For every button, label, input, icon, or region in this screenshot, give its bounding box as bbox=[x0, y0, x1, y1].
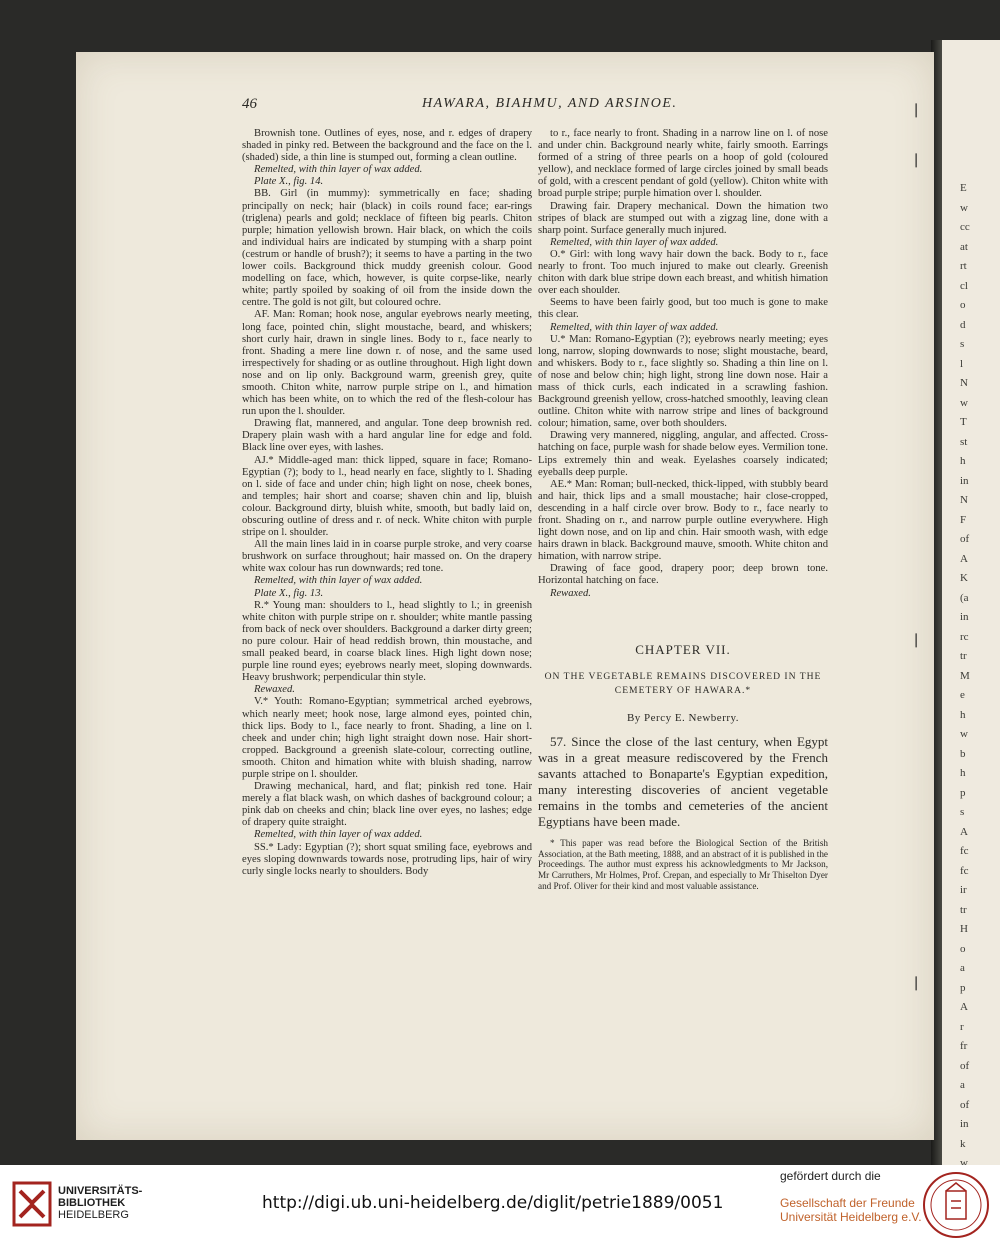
right-column-body bbox=[538, 128, 828, 600]
right-column-paragraph: Drawing very mannered, niggling, angular, and affected. Cross-hatching on face, purple wash for shade below eyes. Vermilion tone. Lips extremely thin and weak. Eyelashes coarsely indicated; eyeballs deep purple. bbox=[538, 430, 828, 478]
facing-page-fragment: ir bbox=[960, 884, 967, 896]
facing-page-fragment: w bbox=[960, 728, 968, 740]
facing-page-fragment: K bbox=[960, 572, 968, 584]
left-column-paragraph: R.* Young man: shoulders to l., head slightly to l.; in greenish white chiton with purple stripe on r. shoulder; white mantle passing from back of neck over shoulders. Background a darker dirty green; no pure colour. Hair of head reddish brown, thin moustache, and small peaked beard, in coarse black lines. High light down nose; purple line round eyes; eyebrows nearly meet, sloping downwards. Heavy brushwork; perpendicular thin style. bbox=[242, 599, 532, 684]
right-column-paragraph: Seems to have been fairly good, but too much is gone to make this clear. bbox=[538, 297, 828, 321]
running-header bbox=[232, 96, 932, 120]
right-column-paragraph: U.* Man: Romano-Egyptian (?); eyebrows nearly meeting; eyes long, narrow, sloping downwards to nose; slight moustache, beard, and whiskers. Body to r., face slightly so. Shading a thin line on l. of nose and below chin; high light, strong line down nose. Hair a mass of thick curls, each indicated in a scrawling fashion. Background greenish yellow, cross-hatched smoothly, leaving clean outline. Chiton white with narrow stripe and lines of background colour; himation, same, over both shoulders. bbox=[538, 333, 828, 430]
library-name bbox=[58, 1185, 142, 1221]
library-name-line1: UNIVERSITÄTS- bbox=[58, 1185, 143, 1197]
facing-page-fragment: h bbox=[960, 708, 966, 721]
facing-page-fragment: rc bbox=[960, 630, 969, 643]
facing-page-fragment: fc bbox=[960, 864, 969, 877]
facing-page-fragment: of bbox=[960, 1059, 970, 1072]
facing-page-fragment: w bbox=[960, 396, 968, 409]
facing-page-fragment: h bbox=[960, 455, 966, 467]
facing-page-fragment: d bbox=[960, 318, 966, 331]
sponsor-label: gefördert durch die bbox=[780, 1169, 881, 1183]
page-number: 46 bbox=[242, 96, 257, 112]
margin-mark: ❘ bbox=[910, 633, 922, 648]
facing-page-fragment: A bbox=[960, 825, 968, 838]
library-logo-icon bbox=[12, 1181, 52, 1227]
facing-page-fragment: rt bbox=[960, 260, 967, 272]
facing-page-fragment: e bbox=[960, 689, 965, 701]
facing-page-fragment: in bbox=[960, 474, 969, 487]
footnote: * This paper was read before the Biological Section of the British Association, at the Bath meeting, 1888, and an abstract of it is published in the Proceedings. The author must express his acknowledgments to Mr Jackson, Mr Carruthers, Mr Holmes, Prof. Crepan, and especially to Mr Thiselton Dyer and Prof. Oliver for their kind and most valuable assistance. bbox=[538, 837, 828, 892]
sponsor-name-line1: Gesellschaft der Freunde bbox=[780, 1196, 915, 1210]
left-column bbox=[242, 128, 532, 878]
facing-page-edge bbox=[942, 40, 1000, 1165]
chapter-subtitle: ON THE VEGETABLE REMAINS DISCOVERED IN THE CEMETERY OF HAWARA.* bbox=[544, 670, 822, 696]
facing-page-fragment: E bbox=[960, 182, 967, 194]
facing-page-fragment: A bbox=[960, 552, 968, 565]
facing-page-fragment: o bbox=[960, 299, 966, 311]
chapter-lead-paragraph: 57. Since the close of the last century, when Egypt was in a great measure rediscovered by the French savants attached to Bonaparte's Egyptian expedition, many interesting discoveries of ancient vegetable remains in the tombs and cemeteries of the ancient Egyptians have been made. bbox=[538, 733, 828, 829]
left-column-paragraph: V.* Youth: Romano-Egyptian; symmetrical arched eyebrows, which nearly meet; hook nose, large almond eyes, pointed chin, thick lips. Body to l., face nearly to front. Shading, a line on l. cheek and under chin; high light straight down nose. Hair short-cropped. Background a greenish slate-colour, correcting outline, smooth. Chiton and himation white with bluish shading, narrow purple stripe on l. shoulder. bbox=[242, 696, 532, 780]
right-column bbox=[538, 128, 828, 892]
facing-page-fragment: st bbox=[960, 435, 968, 448]
facing-page-fragment: F bbox=[960, 513, 967, 526]
facing-page-fragment: w bbox=[960, 1157, 968, 1165]
facing-page-fragment: s bbox=[960, 806, 965, 818]
left-column-paragraph: SS.* Lady: Egyptian (?); short squat smiling face, eyebrows and eyes sloping downwards towards nose, protruding lips, hair of wiry curly single locks nearly to shoulders. Body bbox=[242, 841, 532, 877]
left-column-paragraph: AJ.* Middle-aged man: thick lipped, square in face; Romano-Egyptian (?); body to l., head nearly en face, slightly to l. Shading on l. side of face and under chin; high light on nose, cheek bones, and temples; hair short and coarse; shaven chin and lip, bluish colour. Background dirty, bluish white, smooth, but badly laid on, obscuring outline of dress and r. of neck. White chiton with purple stripe on l. shoulder. bbox=[242, 454, 532, 539]
chapter-byline: By Percy E. Newberry. bbox=[626, 711, 740, 724]
left-column-paragraph: Brownish tone. Outlines of eyes, nose, and r. edges of drapery shaded in pinky red. Between the background and the face on the l. (shaded) side, a thin line is stumped out, forming a clean outline. bbox=[242, 128, 532, 164]
facing-page-fragment: k bbox=[960, 1137, 966, 1150]
sponsor-name-line2: Universität Heidelberg e.V. bbox=[780, 1210, 922, 1224]
facing-page-fragment: l bbox=[960, 357, 964, 370]
facing-page-fragment: N bbox=[960, 377, 968, 389]
sponsor-name bbox=[780, 1196, 922, 1224]
right-column-paragraph: Drawing fair. Drapery mechanical. Down the himation two stripes of black are stumped out with a zigzag line, done with a sharp point. Surface generally much injured. bbox=[538, 200, 828, 236]
right-column-paragraph: O.* Girl: with long wavy hair down the back. Body to r., face nearly to front. Too much injured to make out clearly. Greenish chiton with dark blue stripe down each breast, and whitish himation over each shoulder. bbox=[538, 248, 828, 297]
left-column-paragraph: Plate X., fig. 13. bbox=[254, 587, 324, 599]
facing-page-fragment: b bbox=[960, 747, 966, 760]
right-column-paragraph: Remelted, with thin layer of wax added. bbox=[550, 321, 719, 333]
chapter-heading: CHAPTER VII. bbox=[635, 641, 731, 657]
facing-page-fragment: tr bbox=[960, 903, 967, 916]
facing-page-fragment: s bbox=[960, 338, 965, 350]
facing-page-fragment: w bbox=[960, 201, 968, 214]
left-column-paragraph: Rewaxed. bbox=[254, 684, 295, 696]
facing-page-fragment: M bbox=[960, 669, 970, 682]
university-seal-icon bbox=[922, 1171, 990, 1239]
facing-page-fragment: cc bbox=[960, 221, 970, 233]
facing-page-fragment: H bbox=[960, 923, 968, 935]
left-column-paragraph: Drawing mechanical, hard, and flat; pinkish red tone. Hair merely a flat black wash, on which dashes of background colour; a pink dab on cheeks and chin; black line over eyes, no lashes; edge of drapery quite straight. bbox=[242, 781, 532, 829]
right-column-paragraph: Rewaxed. bbox=[550, 587, 591, 599]
right-column-paragraph: AE.* Man: Roman; bull-necked, thick-lipped, with stubbly beard and hair, thick lips and a small moustache; hair close-cropped, descending in a half circle over brow. Body to r., face nearly to front. Shading on r., and narrow purple outline everywhere. High light down nose, and on lip and chin. Hair smooth wash, with edge hairs drawn in black. Background mauve, smooth. White chiton and himation, with narrow stripe. bbox=[538, 478, 828, 563]
left-column-paragraph: AF. Man: Roman; hook nose, angular eyebrows nearly meeting, long face, pointed chin, slight moustache, beard, and whiskers; short curly hair, drawn in single lines. Body to r., face nearly to front. Shading a mere line down r. of nose, and the same used irrespectively for shading or as outline throughout. High light down nose and on lip only. Background warm, greenish grey, quite smooth. Chiton white, narrow purple stripe on l., and himation which has been white, on to which the red of the flesh-colour has run upon the l. shoulder. bbox=[242, 309, 532, 418]
left-column-paragraph: Drawing flat, mannered, and angular. Tone deep brownish red. Drapery plain wash with a hard angular line for edge and fold. Black line over eyes, with lashes. bbox=[242, 418, 532, 454]
facing-page-fragment: fc bbox=[960, 845, 969, 857]
library-city: HEIDELBERG bbox=[58, 1209, 129, 1221]
facing-page-fragment: N bbox=[960, 494, 968, 506]
left-column-paragraph: All the main lines laid in in coarse purple stroke, and very coarse brushwork on surface throughout; hair massed on. On the drapery white wax colour has run downwards; red tone. bbox=[242, 539, 532, 575]
left-column-paragraph: Remelted, with thin layer of wax added. bbox=[254, 829, 423, 841]
library-name-line2: BIBLIOTHEK bbox=[58, 1197, 126, 1209]
left-column-paragraph: Remelted, with thin layer of wax added. bbox=[254, 575, 423, 587]
facing-page-fragment: fr bbox=[960, 1040, 968, 1052]
facing-page-fragment: (a bbox=[960, 591, 969, 604]
facing-page-fragment: p bbox=[960, 786, 966, 799]
margin-mark: ❘ bbox=[910, 976, 922, 991]
facing-page-fragment: r bbox=[960, 1020, 964, 1033]
facing-page-fragment: of bbox=[960, 533, 970, 545]
facing-page-fragment: A bbox=[960, 1001, 968, 1013]
facing-page-fragment: o bbox=[960, 942, 966, 955]
footer-bar bbox=[0, 1165, 1000, 1242]
facing-page-fragment: a bbox=[960, 1079, 965, 1091]
running-title: HAWARA, BIAHMU, AND ARSINOE. bbox=[422, 96, 678, 111]
facing-page-fragment: h bbox=[960, 767, 966, 779]
facing-page-fragment: in bbox=[960, 611, 969, 623]
right-column-paragraph: Remelted, with thin layer of wax added. bbox=[550, 236, 719, 248]
margin-mark: ❘ bbox=[910, 153, 922, 168]
facing-page-fragment: of bbox=[960, 1098, 970, 1111]
facing-page-fragment: p bbox=[960, 981, 966, 994]
left-column-paragraph: BB. Girl (in mummy): symmetrically en face; shading principally on neck; hair (black) in coils round face; ear-rings (triglena) pearls and gold; necklace of fifteen big pearls. Chiton purple; himation yellowish brown. Hair black, on which the coils and individual hairs are indicated by stumping with a sharp point (cestrum or handle of brush?); it seems to have a parting in the two lower coils. Background thick muddy greenish colour. Good modelling on face, which, however, is quite corpse-like, nearly white; partly spoiled by soaking of oil from the inside down the centre. The gold is not gilt, but coloured ochre. bbox=[242, 188, 532, 309]
facing-page-fragment: at bbox=[960, 240, 968, 253]
margin-mark: ❘ bbox=[910, 103, 922, 118]
permalink-url[interactable]: http://digi.ub.uni-heidelberg.de/diglit/petrie1889/0051 bbox=[262, 1193, 724, 1213]
facing-page-fragment: a bbox=[960, 962, 965, 974]
facing-page-fragment: in bbox=[960, 1118, 969, 1130]
facing-page-fragment: tr bbox=[960, 650, 967, 662]
right-column-paragraph: to r., face nearly to front. Shading in a narrow line on l. of nose and under chin. Background nearly white, fairly smooth. Earrings formed of a string of three pearls on a hoop of gold (coloured yellow), and necklace formed of large circles joined by small beads of gold, with a crescent pendant of gold (yellow). Chiton white with broad purple stripe; purple himation over l. shoulder. bbox=[538, 128, 828, 200]
left-column-paragraph: Remelted, with thin layer of wax added. bbox=[254, 164, 423, 176]
facing-page-fragment: cl bbox=[960, 279, 968, 292]
facing-page-fragment: T bbox=[960, 416, 967, 428]
left-column-paragraph: Plate X., fig. 14. bbox=[254, 176, 324, 188]
right-column-paragraph: Drawing of face good, drapery poor; deep brown tone. Horizontal hatching on face. bbox=[538, 563, 828, 587]
